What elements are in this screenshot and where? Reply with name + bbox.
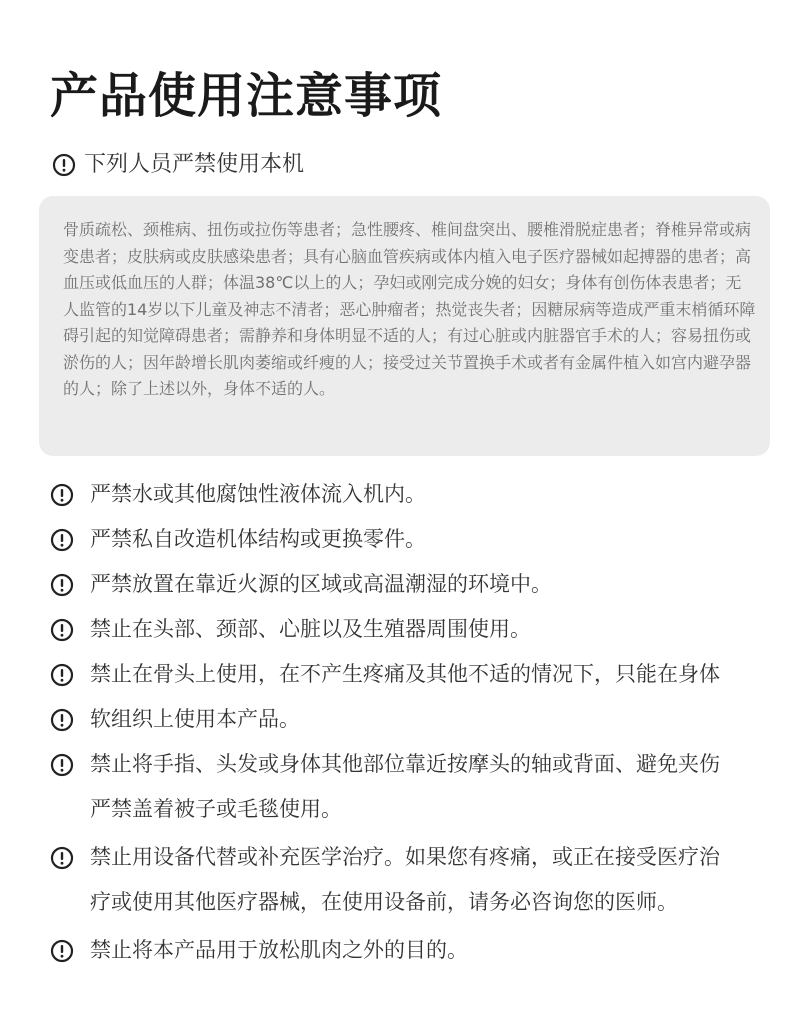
rule-item — [50, 928, 770, 973]
rule-item — [50, 517, 770, 562]
banned-persons-text: 骨质疏松、颈椎病、扭伤或拉伤等患者；急性腰疼、椎间盘突出、腰椎滑脱症患者；脊椎异常或病变患者；皮肤病或皮肤感染患者；具有心脑血管疾病或体内植入电子医疗器械如起搏器的患者；高血压或低血压的人群；体温38℃以上的人；孕妇或刚完成分娩的妇女；身体有创伤体表患者；无人监管的14岁以下儿童及神志不清者；恶心肿瘤者；热觉丧失者；因糖尿病等造成严重末梢循环障碍引起的知觉障碍患者；需静养和身体明显不适的人；有过心脏或内脏器官手术的人；容易扭伤或淤伤的人；因年龄增长肌肉萎缩或纤瘦的人；接受过关节置换手术或者有金属件植入如宫内避孕器的人；除了上述以外，身体不适的人。 — [63, 220, 756, 398]
rule-text: 禁止用设备代替或补充医学治疗。如果您有疼痛，或正在接受医疗治 — [90, 845, 720, 869]
rule-text: 禁止将本产品用于放松肌肉之外的目的。 — [90, 938, 468, 962]
exclamation-circle-icon — [50, 573, 74, 597]
rule-text: 禁止在骨头上使用，在不产生疼痛及其他不适的情况下，只能在身体 — [90, 662, 720, 686]
rule-item — [50, 835, 770, 928]
exclamation-circle-icon — [50, 618, 74, 642]
page-title: 产品使用注意事项 — [50, 68, 443, 124]
exclamation-circle-icon — [52, 153, 76, 177]
banned-persons-heading — [52, 152, 304, 178]
exclamation-circle-icon — [50, 939, 74, 963]
exclamation-circle-icon — [50, 753, 74, 777]
rule-item — [50, 607, 770, 652]
rule-text: 严禁私自改造机体结构或更换零件。 — [90, 527, 426, 551]
rule-item — [50, 472, 770, 517]
exclamation-circle-icon — [50, 483, 74, 507]
exclamation-circle-icon — [50, 663, 74, 687]
rule-text-continued: 严禁盖着被子或毛毯使用。 — [90, 797, 342, 821]
exclamation-circle-icon — [50, 846, 74, 870]
exclamation-circle-icon — [50, 528, 74, 552]
banned-persons-box — [39, 196, 770, 456]
rule-text: 严禁水或其他腐蚀性液体流入机内。 — [90, 482, 426, 506]
rules-list — [50, 472, 770, 973]
rule-text: 禁止将手指、头发或身体其他部位靠近按摩头的轴或背面、避免夹伤 — [90, 752, 720, 776]
rule-item — [50, 697, 770, 742]
banned-heading-text: 下列人员严禁使用本机 — [84, 152, 305, 177]
rule-text: 禁止在头部、颈部、心脏以及生殖器周围使用。 — [90, 617, 531, 641]
rule-item — [50, 562, 770, 607]
rule-text: 软组织上使用本产品。 — [90, 707, 300, 731]
rule-item — [50, 742, 770, 835]
exclamation-circle-icon — [50, 708, 74, 732]
rule-item — [50, 652, 770, 697]
rule-text: 严禁放置在靠近火源的区域或高温潮湿的环境中。 — [90, 572, 552, 596]
rule-text-continued: 疗或使用其他医疗器械，在使用设备前，请务必咨询您的医师。 — [90, 890, 678, 914]
